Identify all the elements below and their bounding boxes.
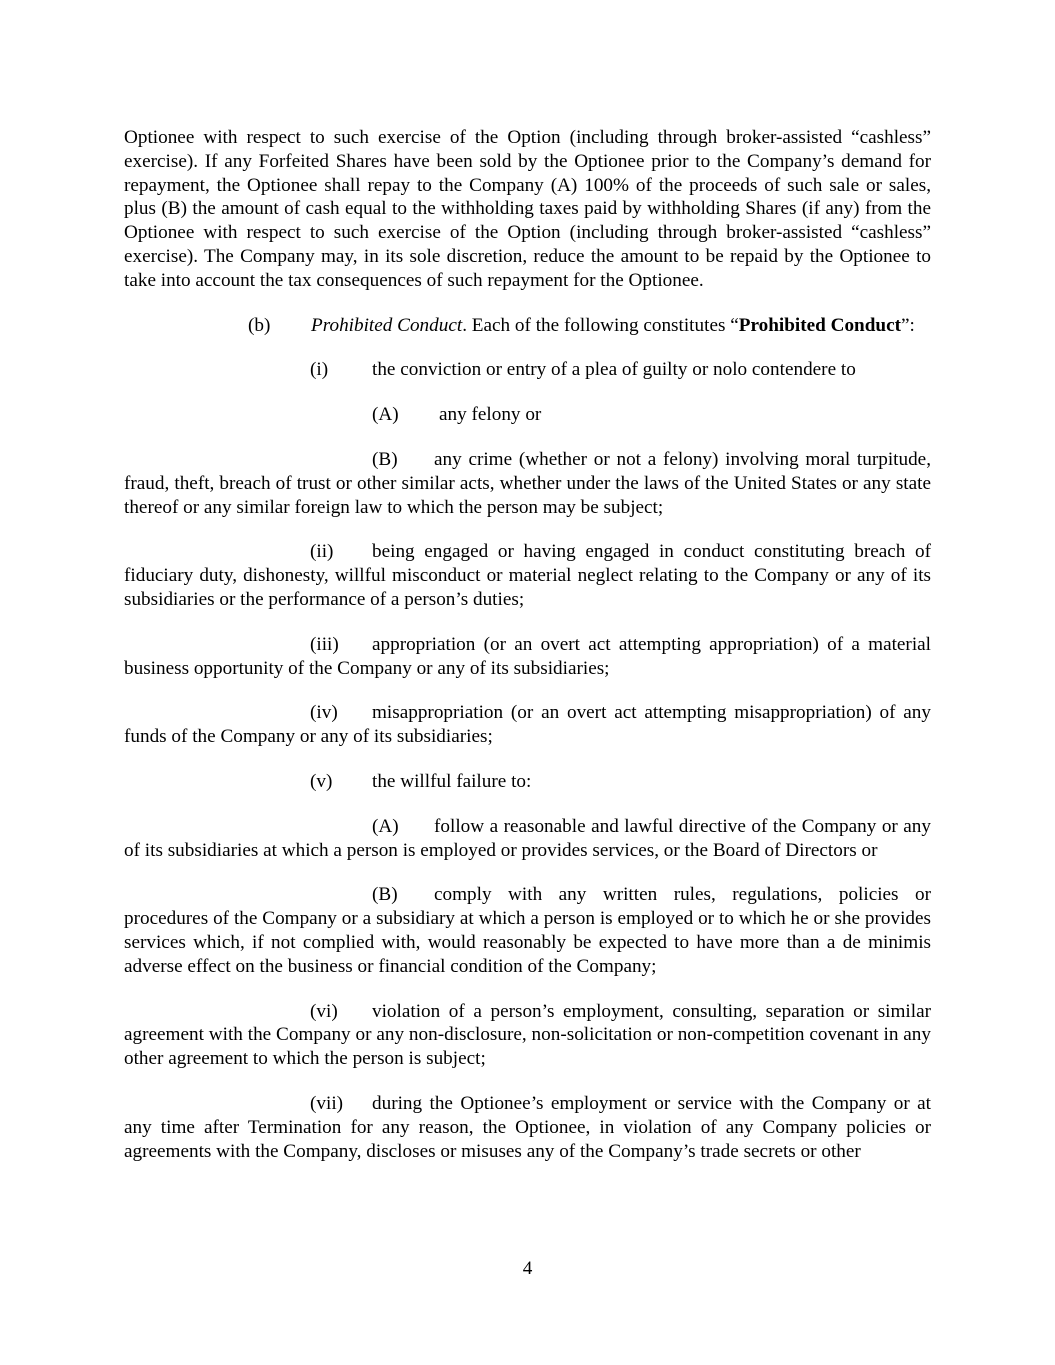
item-vi [124,1000,931,1071]
item-iv [124,701,931,749]
item-ii [124,540,931,611]
defined-term: Prohibited Conduct [738,314,901,336]
section-text-end: ”: [900,314,915,336]
page-number: 4 [522,1258,533,1279]
item-text: the conviction or entry of a plea of guilty or nolo contendere to [372,359,856,381]
item-v [124,770,931,794]
subitem-text: any felony or [439,404,542,426]
subitem-label: (A) [372,815,399,837]
document-page [124,126,931,1163]
subitem-text: follow a reasonable and lawful directive of the Company or any of its subsidiaries at which a person is employed or provides services, or the Board of Directors or [124,815,931,861]
item-text: misappropriation (or an overt act attempting misappropriation) of any funds of the Company or any of its subsidiaries; [124,702,931,748]
item-label: (i) [310,359,329,381]
item-text: being engaged or having engaged in conduct constituting breach of fiduciary duty, dishonesty, willful misconduct or material neglect relating to the Company or any of its subsidiaries or the performance of a person’s duties; [124,541,931,610]
item-label: (vi) [310,1000,338,1022]
paragraph-continuation: Optionee with respect to such exercise of the Option (including through broker-assisted “cashless” exercise). If any Forfeited Shares have been sold by the Optionee prior to the Company’s demand for repayment, the Optionee shall repay to the Company (A) 100% of the proceeds of such sale or sales, plus (B) the amount of cash equal to the withholding taxes paid by withholding Shares (if any) from the Optionee with respect to such exercise of the Option (including through broker-assisted “cashless” exercise). The Company may, in its sole discretion, reduce the amount to be repaid by the Optionee to take into account the tax consequences of such repayment for the Optionee. [124,127,931,291]
item-text: during the Optionee’s employment or service with the Company or at any time after Termination for any reason, the Optionee, in violation of any Company policies or agreements with the Company, discloses or misuses any of the Company’s trade secrets or other [124,1092,931,1162]
subitem-label: (A) [372,404,399,426]
item-label: (vii) [310,1092,344,1114]
item-label: (iii) [310,633,339,655]
subitem-text: any crime (whether or not a felony) involving moral turpitude, fraud, theft, breach of trust or other similar acts, whether under the laws of the United States or any state thereof or any similar foreign law to which the person may be subject; [124,448,931,518]
item-label: (ii) [310,541,334,563]
section-heading: Prohibited Conduct [311,314,463,336]
item-v-A [124,815,931,863]
item-text: violation of a person’s employment, consulting, separation or similar agreement with the Company or any non-disclosure, non-solicitation or non-competition covenant in any other agreement to which the person is subject; [124,1000,931,1070]
item-i-A [124,403,931,427]
subitem-label: (B) [372,448,398,470]
item-i-B [124,448,931,519]
section-b-prohibited-conduct [124,314,931,338]
subitem-label: (B) [372,884,398,906]
item-v-B [124,883,931,978]
subitem-text: comply with any written rules, regulations, policies or procedures of the Company or a subsidiary at which a person is employed or to which he or she provides services which, if not complied with, would reasonably be expected to have more than a de minimis adverse effect on the business or financial condition of the Company; [124,884,931,977]
section-text: . Each of the following constitutes “ [462,314,739,336]
item-label: (iv) [310,702,338,724]
section-label-b: (b) [248,314,271,336]
item-i [124,358,931,382]
item-text: appropriation (or an overt act attempting appropriation) of a material business opportunity of the Company or any of its subsidiaries; [124,633,931,679]
item-label: (v) [310,770,333,792]
item-vii [124,1092,931,1163]
item-text: the willful failure to: [372,770,532,792]
item-iii [124,633,931,681]
